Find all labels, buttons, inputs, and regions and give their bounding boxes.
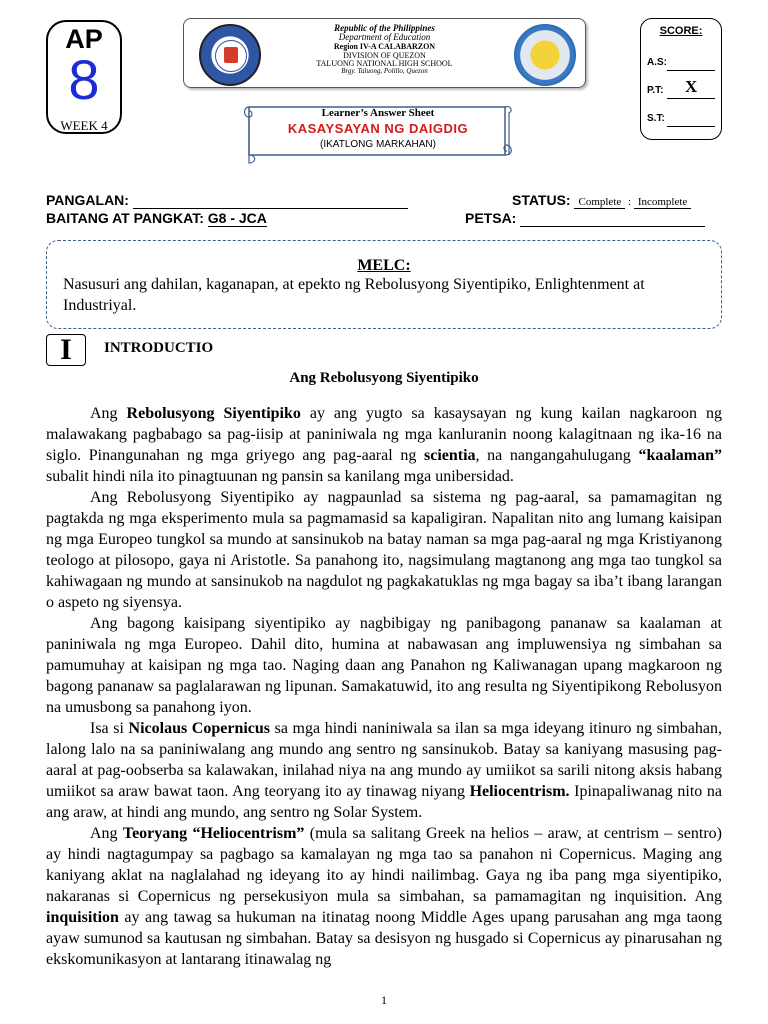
subject-code: AP <box>65 24 103 54</box>
score-box <box>640 18 722 140</box>
article-paragraph: Ang Teoryang “Heliocentrism” (mula sa salitang Greek na helios – araw, at centrism – sentro) ay hindi nagtagumpay sa pagbago sa kamalayan ng mga tao sa panahon ni Copernicus. Maging ang kaniyang aklat na naglalahad ng ideyang ito ay hindi nailimbag. Gaya ng iba pang mga siyentipiko, nakaranas si Copernicus ng persekusiyon mula sa simbahan, sa pamamagitan ng inquisition. Ang inquisition ay ang tawag sa hukuman na itinatag noong Middle Ages upang parusahan ang mga taong ayaw sumunod sa kautusan ng simbahan. Batay sa desisyon ng husgado si Copernicus ay pinarusahan ng ekskomunikasyon at lantarang itinawalag ng <box>46 825 722 968</box>
section-numeral: I <box>46 334 86 366</box>
name-label: PANGALAN: <box>46 192 129 208</box>
score-as-row <box>647 57 715 71</box>
quarter-label: (IKATLONG MARKAHAN) <box>320 139 436 150</box>
article-paragraph: Isa si Nicolaus Copernicus sa mga hindi naniniwala sa ilan sa mga ideyang itinuro ng simbahan, lalong lalo na sa paniniwalang ang mundo ang sentro ng sansinukob. Batay sa kaniyang masusing pag-aaral at pag-oobserba sa kalawakan, inilahad niya na ang mundo ay umiikot sa sarili nitong aksis habang umiikot sa araw bawat taon. Ang teoryang ito ay tinawag niyang Heliocentrism. Ipinapaliwanag nito na ang araw, at hindi ang mundo, ang sentro ng Solar System. <box>46 720 722 821</box>
article-paragraph: Ang Rebolusyong Siyentipiko ay ang yugto sa kasaysayan ng kung kailan nagkaroon ng malawakang pagbabago sa pag-iisip at paniniwala ng mga kanluranin noong kalagitnaan ng ika-16 na siglo. Pinangunahan ng mga griyego ang pag-aaral ng scientia, na nangangahulugang “kaalaman” subalit hindi nila ito pinagtuunan ng pansin sa kanilang mga unibersidad. <box>46 405 723 485</box>
status-complete-option[interactable]: Complete <box>574 196 625 209</box>
score-as-blank[interactable] <box>667 70 715 71</box>
date-row <box>465 210 705 227</box>
article-title: Ang Rebolusyong Siyentipiko <box>289 370 479 386</box>
melc-title: MELC: <box>357 257 411 274</box>
page-number: 1 <box>381 993 387 1007</box>
bold-term: Teoryang “Heliocentrism” <box>122 825 305 842</box>
title-scroll-banner <box>243 103 513 165</box>
school-name-line: TALUONG NATIONAL HIGH SCHOOL <box>316 59 453 68</box>
score-st-row <box>647 113 715 127</box>
name-row <box>46 192 408 209</box>
week-label: WEEK 4 <box>60 118 108 133</box>
bold-term: Heliocentrism. <box>469 783 570 800</box>
subject-title: KASAYSAYAN NG DAIGDIG <box>287 121 469 136</box>
date-label: PETSA: <box>465 210 517 226</box>
bold-term: inquisition <box>46 909 119 926</box>
date-field[interactable] <box>520 210 705 227</box>
answer-sheet-title: Learner’s Answer Sheet <box>321 107 435 119</box>
bold-term: Nicolaus Copernicus <box>128 720 271 737</box>
article-body <box>46 403 722 970</box>
status-label: STATUS: <box>512 192 571 208</box>
article-paragraph: Ang bagong kaisipang siyentipiko ay nagbibigay ng panibagong pananaw sa kaalaman at paniniwala ng mga Europeo. Dahil dito, humina at nabawasan ang impluwensiya ng simbahan sa pamumuhay at kaisipan ng mga tao. Naging daan ang Panahon ng Kaliwanagan upang magkaroon ng bagong pananaw sa paglalarawan ng lipunan. Samakatuwid, ito ang resulta ng Siyentipikong Rebolusyon na umusbong sa panahong iyon. <box>46 615 722 716</box>
status-incomplete-option[interactable]: Incomplete <box>634 196 691 209</box>
region-line: Region IV-A CALABARZON <box>333 42 436 51</box>
grade-value: G8 - JCA <box>207 210 267 226</box>
section-title: INTRODUCTIO <box>104 340 214 356</box>
score-pt-blank[interactable] <box>667 98 715 99</box>
school-header <box>183 18 586 88</box>
article-paragraph: Ang Rebolusyong Siyentipiko ay nagpaunlad sa sistema ng pag-aaral, sa pamamagitan ng pagtakda ng mga eksperimento mula sa pagmamasid sa kapaligiran. Napalitan nito ang lumang kaisipan ng mga Europeo tungkol sa mundo at sansinukob na batay naman sa mga pag-aaral ng mga Kristiyanong teologo at pilosopo, gaya ni Aristotle. Sa panahong ito, nagsimulang magtanong ang mga tao tungkol sa kahiwagaan ng mundo at sansinukob na nagdulot ng pagkakatuklas ng mga bagay sa iba’t ibang larangan o aspeto ng siyensya. <box>46 489 722 611</box>
bold-term: Rebolusyong Siyentipiko <box>126 405 301 422</box>
score-as-label: A.S: <box>647 57 667 68</box>
score-pt-value: X <box>685 77 698 96</box>
score-pt-label: P.T: <box>647 85 664 96</box>
bold-term: “kaalaman” <box>638 447 723 464</box>
address-line: Brgy. Taluong, Polillo, Quezon <box>341 67 428 75</box>
name-field[interactable] <box>133 192 408 209</box>
bold-term: scientia <box>423 447 476 464</box>
republic-line: Republic of the Philippines <box>334 23 435 33</box>
department-line: Department of Education <box>338 32 431 42</box>
melc-box <box>46 240 722 329</box>
melc-text: Nasusuri ang dahilan, kaganapan, at epekto ng Rebolusyong Siyentipiko, Enlightenment at Industriyal. <box>63 276 645 314</box>
grade-label: BAITANG AT PANGKAT: <box>46 210 204 226</box>
status-row: STATUS: Complete : Incomplete <box>512 192 691 209</box>
score-st-label: S.T: <box>647 113 665 124</box>
division-line: DIVISION OF QUEZON <box>343 51 426 60</box>
score-pt-row <box>647 77 715 99</box>
grade-number: 8 <box>68 48 100 111</box>
grade-row <box>46 210 267 227</box>
score-st-blank[interactable] <box>667 126 715 127</box>
score-title: SCORE: <box>659 25 703 37</box>
grade-badge <box>46 20 122 134</box>
